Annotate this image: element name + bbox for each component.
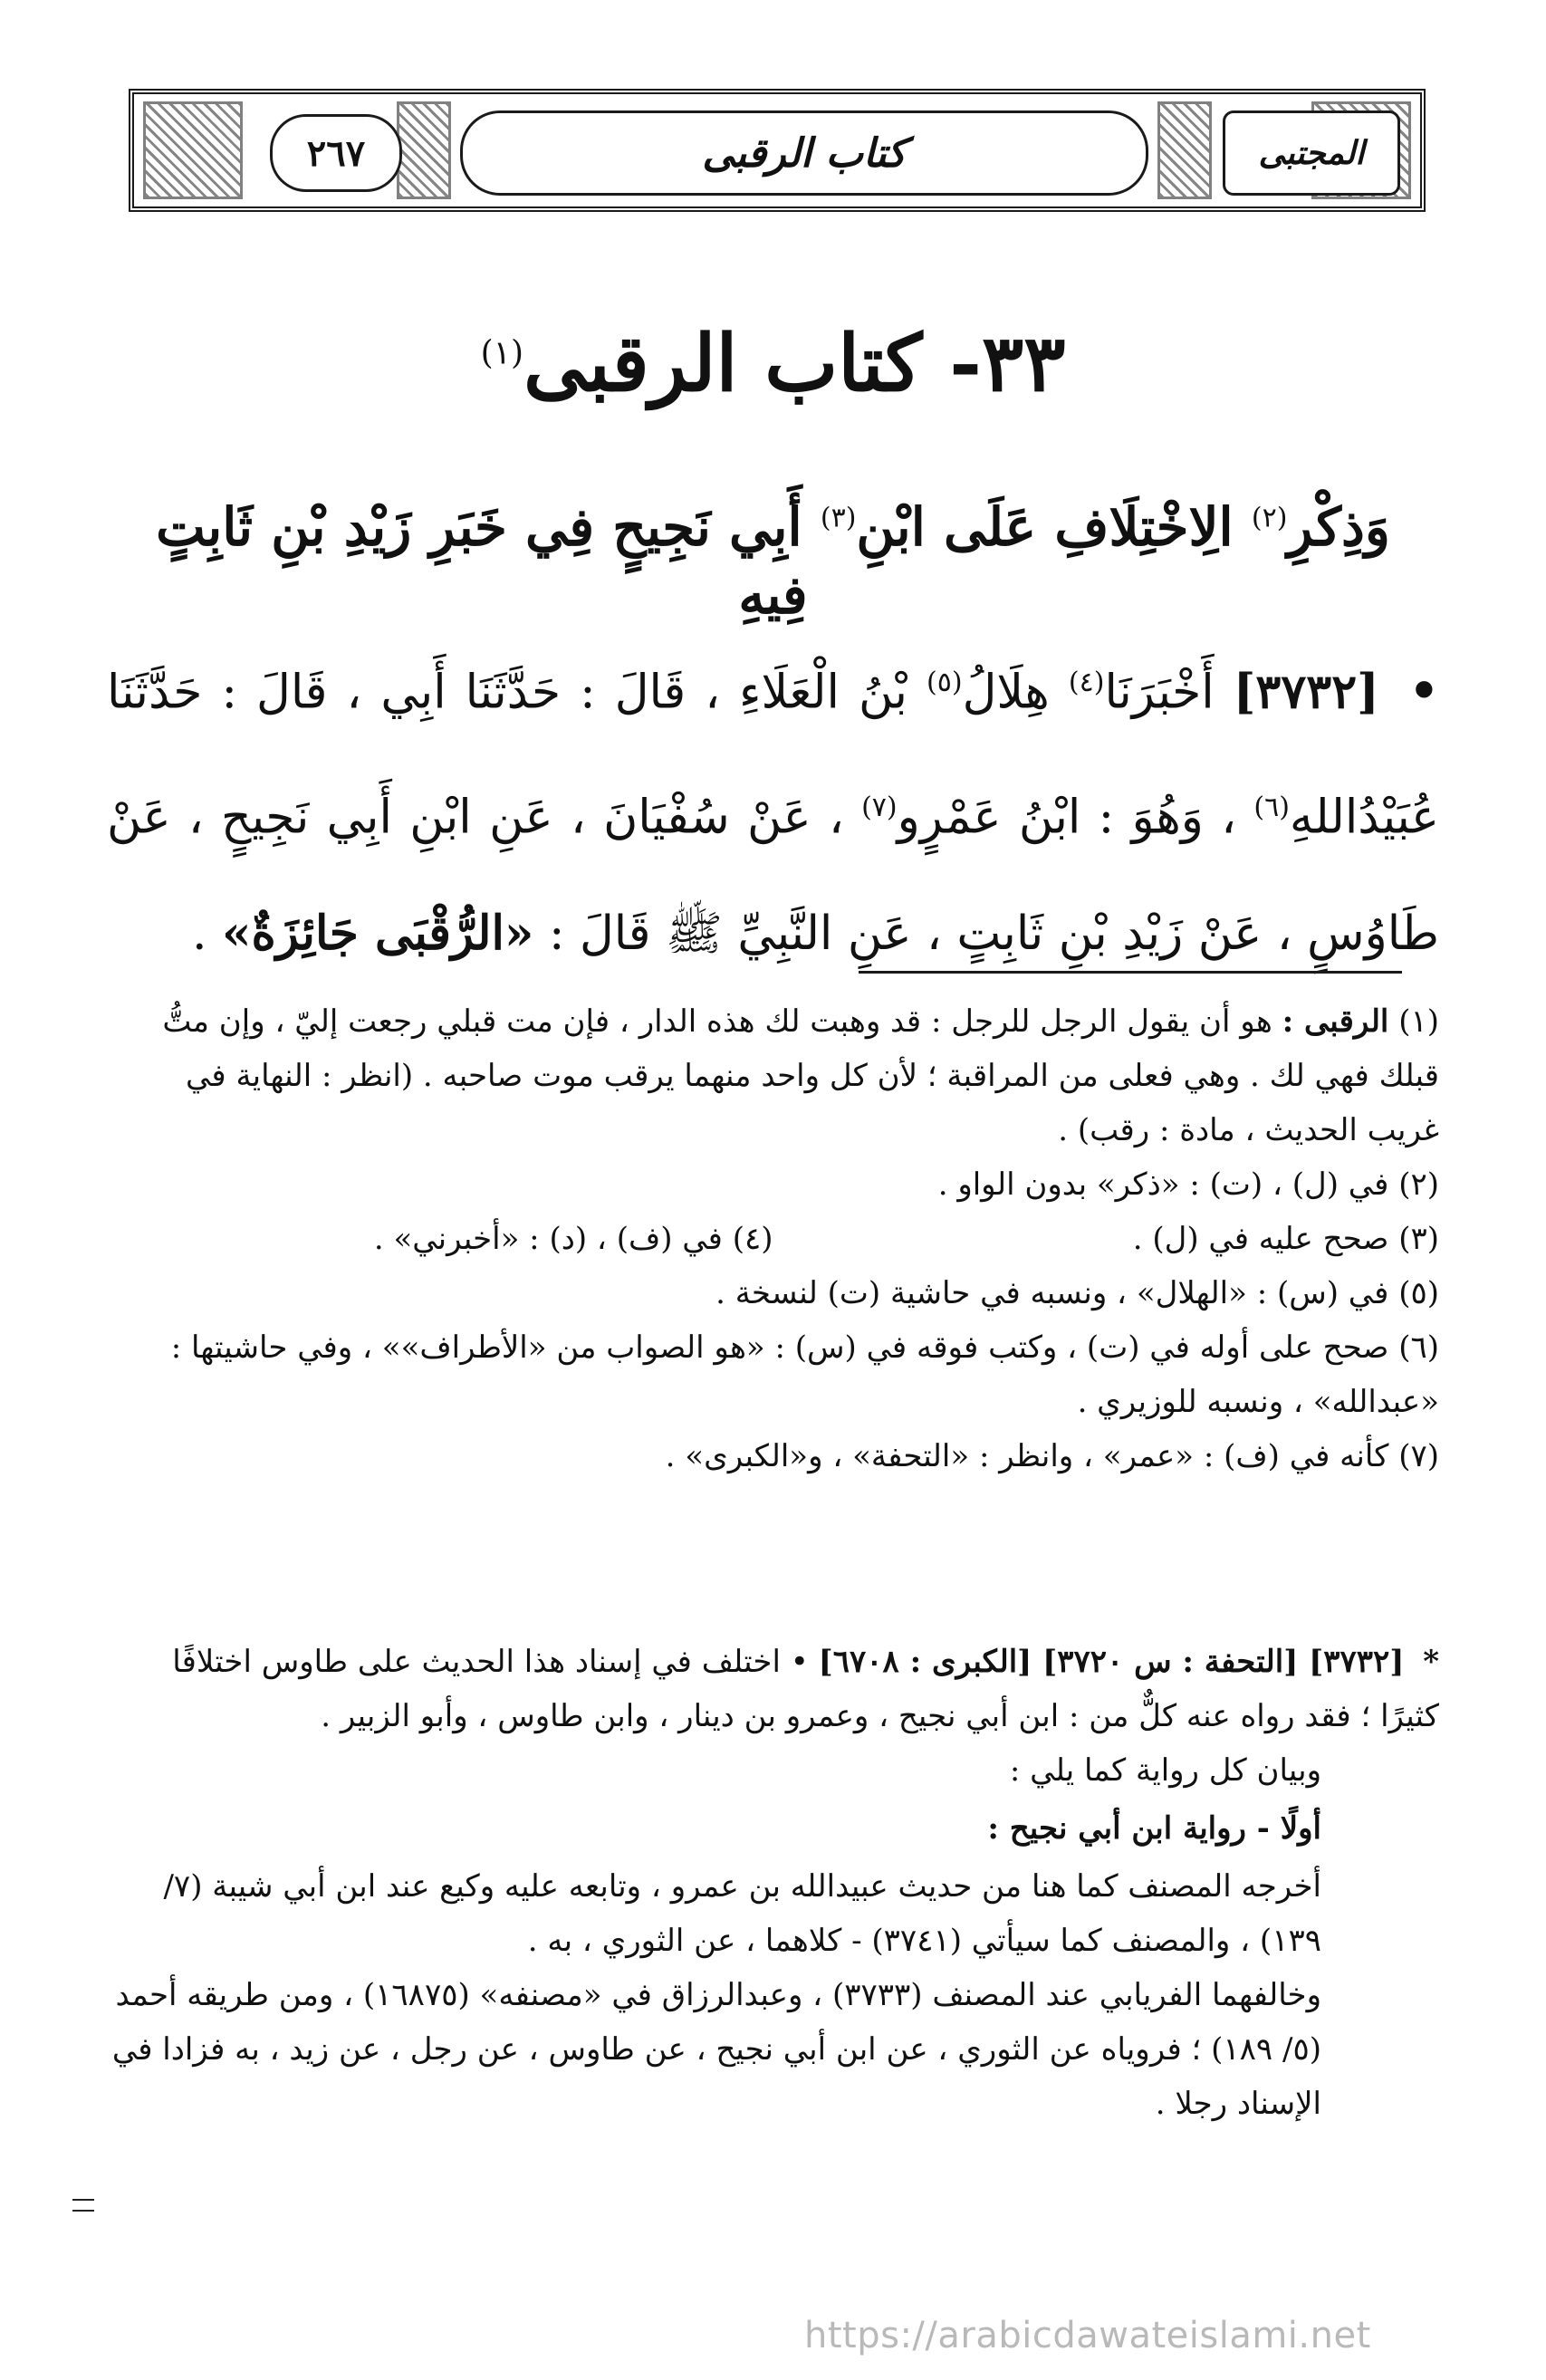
takhrij-reference: [٣٧٣٢] [التحفة : س ٣٧٢٠] [الكبرى : ٦٧٠٨]	[818, 1644, 1405, 1680]
book-title: كتاب الرقبى	[523, 318, 923, 409]
running-title-box	[460, 110, 1148, 196]
takhrij-text-1: اختلف في إسناد هذا الحديث على طاوس اختلافًا كثيرًا ؛ فقد رواه عنه كلٌّ من : ابن أبي نجيح ، وعمرو بن دينار ، وابن طاوس ، وأبو الزبير .	[172, 1644, 1439, 1734]
chapter-part-1: وَذِكْرِ	[1287, 496, 1390, 558]
footnote-row-3-4	[107, 1212, 1439, 1266]
hadith-footnote-mark-7: (٧)	[861, 792, 898, 824]
series-logo: المجتبى	[1258, 134, 1365, 172]
takhrij-subheading: أولًا - رواية ابن أبي نجيح :	[987, 1810, 1321, 1847]
footnote-separator	[859, 971, 1402, 974]
takhrij-section	[107, 1635, 1439, 2131]
header-ornament-left	[143, 101, 243, 199]
chapter-heading	[136, 494, 1410, 630]
hadith-number: [٣٧٣٢]	[1233, 664, 1379, 720]
chapter-part-2: الِاخْتِلَافِ عَلَى ابْنِ	[856, 496, 1234, 558]
header-ornament-mid-right	[1157, 101, 1212, 199]
footnote-5: (٥) في (س) : «الهلال» ، ونسبه في حاشية (ت) لنسخة .	[715, 1275, 1439, 1311]
hadith-bullet: •	[1408, 664, 1440, 720]
hadith-text-3: بْنُ الْعَلَاءِ ، قَالَ : حَدَّثَنَا أَبِي ، قَالَ : حَدَّثَنَا عُبَيْدُاللهِ	[107, 665, 1440, 845]
hadith-footnote-mark-6: (٦)	[1253, 792, 1290, 824]
footnote-1-number: (١)	[1398, 1003, 1439, 1040]
page-header	[129, 89, 1426, 212]
takhrij-paragraph-4: وخالفهما الفريابي عند المصنف (٣٧٣٣) ، وعبدالرزاق في «مصنفه» (١٦٨٧٥) ، ومن طريقه أحمد (٥/ ١٨٩) ؛ فروياه عن الثوري ، عن ابن أبي نجيح ، عن طاوس ، عن رجل ، عن زيد ، به فزادا في الإسناد رجلا .	[111, 1977, 1321, 2122]
header-ornament-mid-left	[397, 101, 451, 199]
footnote-1-text: هو أن يقول الرجل للرجل : قد وهبت لك هذه الدار ، فإن مت قبلي رجعت إليّ ، وإن متُّ قبلك فهي لك . وهي فعلى من المراقبة ؛ لأن كل واحد منهما يرقب موت صاحبه . (انظر : النهاية في غريب الحديث ، مادة : رقب) .	[162, 1003, 1439, 1148]
book-number: ٣٣-	[949, 318, 1066, 409]
footnote-3: (٣) صحح عليه في (ل) .	[1132, 1221, 1439, 1257]
hadith-end: .	[191, 906, 207, 961]
footnote-1-keyword: الرقبى :	[1282, 1003, 1389, 1040]
running-title: كتاب الرقبى	[702, 130, 907, 177]
chapter-footnote-mark-3: (٣)	[820, 502, 857, 534]
hadith-text	[107, 625, 1439, 992]
book-heading	[0, 318, 1546, 409]
chapter-footnote-mark-2: (٢)	[1251, 502, 1288, 534]
footnote-6: (٦) صحح على أوله في (ت) ، وكتب فوقه في (س) : «هو الصواب من «الأطراف»» ، وفي حاشيتها : «عبدالله» ، ونسبه للوزيري .	[170, 1329, 1439, 1420]
star-mark: *	[1423, 1644, 1439, 1680]
book-footnote-mark: (١)	[480, 334, 524, 372]
takhrij-paragraph-2: وبيان كل رواية كما يلي :	[1009, 1752, 1321, 1789]
takhrij-paragraph-1	[107, 1635, 1439, 1743]
hadith-text-5: ، عَنْ سُفْيَانَ ، عَنِ ابْنِ أَبِي نَجِيحٍ ، عَنْ طَاوُسٍ ، عَنْ زَيْدِ بْنِ ثَابِتٍ ، عَنِ النَّبِيِّ ﷺ قَالَ :	[107, 790, 1439, 961]
hadith-quote: «الرُّقْبَى جَائِزَةٌ»	[222, 905, 534, 961]
takhrij-paragraph-3: أخرجه المصنف كما هنا من حديث عبيدالله بن عمرو ، وتابعه عليه وكيع عند ابن أبي شيبة (٧/ ١٣٩) ، والمصنف كما سيأتي (٣٧٤١) - كلاهما ، عن الثوري ، به .	[163, 1868, 1321, 1959]
footnote-4: (٤) في (ف) ، (د) : «أخبرني» .	[373, 1221, 773, 1257]
hadith-text-2: هِلَالُ	[962, 665, 1050, 720]
footnote-1	[107, 994, 1439, 1157]
takhrij-dot: •	[790, 1644, 809, 1680]
watermark-url: https://arabicdawateislami.net	[804, 2315, 1371, 2356]
page-number: ٢٦٧	[306, 131, 366, 175]
footnote-2: (٢) في (ل) ، (ت) : «ذكر» بدون الواو .	[937, 1166, 1439, 1203]
margin-mark	[72, 2199, 94, 2212]
hadith-footnote-mark-4: (٤)	[1068, 667, 1105, 698]
hadith-footnote-mark-5: (٥)	[927, 667, 963, 698]
footnote-7: (٧) كأنه في (ف) : «عمر» ، وانظر : «التحفة» ، و«الكبرى» .	[665, 1438, 1439, 1474]
hadith-text-4: ، وَهُوَ : ابْنُ عَمْرٍو	[897, 790, 1237, 845]
hadith-text-1: أَخْبَرَنَا	[1104, 665, 1215, 720]
page-number-box	[270, 114, 402, 192]
footnotes	[107, 994, 1439, 1483]
series-logo-box	[1223, 110, 1400, 196]
chapter-part-3: أَبِي نَجِيحٍ فِي خَبَرِ زَيْدِ بْنِ ثَابِتٍ فِيهِ	[156, 496, 808, 627]
